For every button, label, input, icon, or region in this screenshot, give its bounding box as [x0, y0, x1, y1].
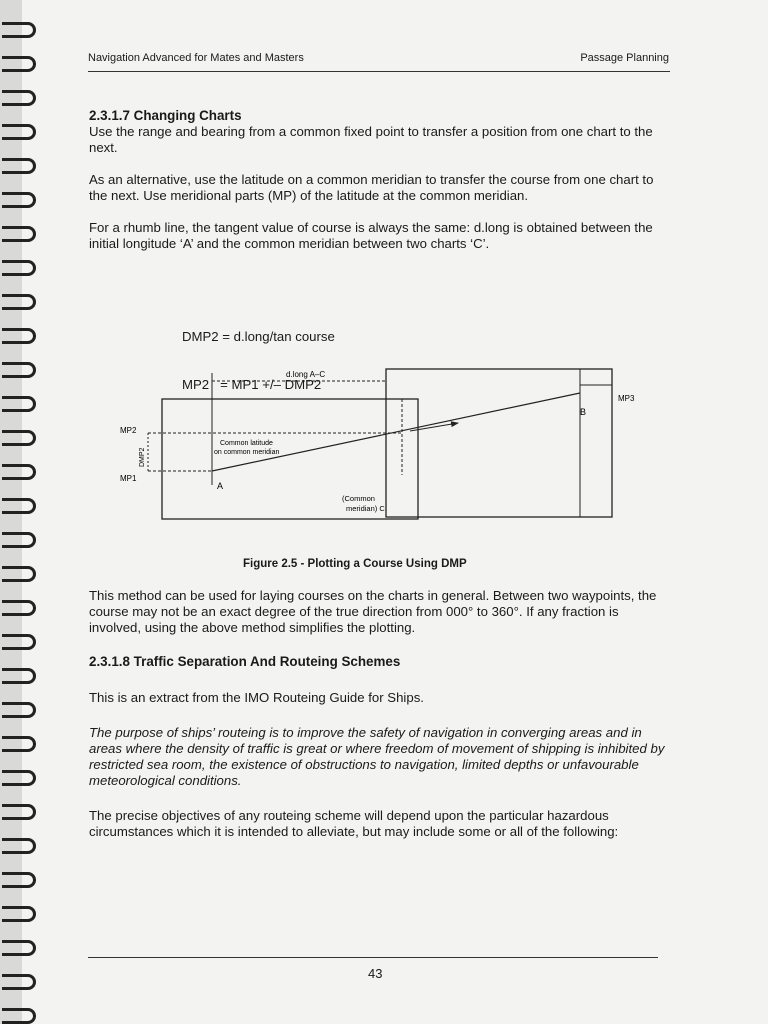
spiral-ring	[2, 192, 36, 208]
footer-rule	[88, 957, 658, 958]
spiral-ring	[2, 906, 36, 922]
spiral-ring	[2, 532, 36, 548]
dmp-diagram	[110, 365, 670, 525]
spiral-ring	[2, 90, 36, 106]
formula-dmp2: DMP2 = d.long/tan course	[182, 329, 335, 344]
figure-caption: Figure 2.5 - Plotting a Course Using DMP	[243, 558, 467, 570]
section-changing-charts	[89, 108, 673, 252]
spiral-ring	[2, 226, 36, 242]
spiral-ring	[2, 22, 36, 38]
spiral-ring	[2, 634, 36, 650]
spiral-ring	[2, 804, 36, 820]
paragraph: As an alternative, use the latitude on a common meridian to transfer the course from one chart to the next. Use meridional parts (MP) of the latitude at the common meridian.	[89, 172, 654, 203]
spiral-ring	[2, 328, 36, 344]
spiral-ring	[2, 498, 36, 514]
page-number: 43	[368, 966, 383, 981]
spiral-ring	[2, 872, 36, 888]
label-b: B	[580, 407, 587, 417]
spiral-ring	[2, 566, 36, 582]
spiral-ring	[2, 56, 36, 72]
spiral-ring	[2, 600, 36, 616]
label-a: A	[217, 481, 224, 491]
spiral-ring	[2, 124, 36, 140]
chart-right-box	[386, 369, 612, 517]
spiral-ring	[2, 736, 36, 752]
chart-left-box	[162, 399, 418, 519]
spiral-ring	[2, 1008, 36, 1024]
spiral-ring	[2, 838, 36, 854]
spiral-ring	[2, 158, 36, 174]
spiral-ring	[2, 260, 36, 276]
label-common-meridian-2: meridian) C	[346, 504, 385, 513]
header-rule	[88, 71, 670, 72]
quote-paragraph: The purpose of ships’ routeing is to improve the safety of navigation in converging areas and in areas where the density of traffic is great or where freedom of movement of shipping is inhibited by restricted sea room, the existence of obstructions to navigation, limited depths or unfavourable meteorological conditions.	[89, 725, 665, 788]
course-line	[212, 393, 580, 471]
spiral-ring	[2, 464, 36, 480]
label-common-meridian-1: (Common	[342, 494, 375, 503]
header-right: Passage Planning	[580, 52, 669, 64]
header-left: Navigation Advanced for Mates and Masters	[88, 52, 304, 64]
formula-mp2: MP2 = MP1 +/– DMP2	[182, 377, 322, 392]
label-dmp2: DMP2	[139, 447, 146, 467]
paragraph: This is an extract from the IMO Routeing Guide for Ships.	[89, 690, 424, 705]
spiral-binding	[0, 0, 40, 1024]
label-common-lat-2: on common meridian	[214, 449, 280, 456]
label-mp3: MP3	[618, 394, 635, 403]
spiral-ring	[2, 974, 36, 990]
spiral-ring	[2, 940, 36, 956]
section-heading: 2.3.1.8 Traffic Separation And Routeing Schemes	[89, 654, 401, 669]
section-heading: 2.3.1.7 Changing Charts	[89, 108, 242, 123]
spiral-ring	[2, 668, 36, 684]
spiral-ring	[2, 294, 36, 310]
label-common-lat-1: Common latitude	[220, 440, 273, 447]
label-mp1: MP1	[120, 474, 137, 483]
paragraph: This method can be used for laying courses on the charts in general. Between two waypoints, the course may not be an exact degree of the true direction from 000° to 360°. If any fraction is involved, using the above method simplifies the plotting.	[89, 588, 657, 635]
paragraph: For a rhumb line, the tangent value of course is always the same: d.long is obtained between the initial longitude ‘A’ and the common meridian between two charts ‘C’.	[89, 220, 653, 251]
spiral-ring	[2, 396, 36, 412]
spiral-ring	[2, 430, 36, 446]
paragraph: Use the range and bearing from a common fixed point to transfer a position from one chart to the next.	[89, 124, 653, 155]
spiral-ring	[2, 362, 36, 378]
page-header	[88, 52, 669, 64]
label-dlong: d.long A–C	[286, 370, 326, 379]
paragraph: The precise objectives of any routeing scheme will depend upon the particular hazardous circumstances which it is intended to alleviate, but may include some or all of the following:	[89, 808, 619, 839]
figure-dmp-diagram	[110, 365, 670, 525]
spiral-ring	[2, 770, 36, 786]
section-traffic-separation	[89, 654, 673, 670]
label-mp2: MP2	[120, 426, 137, 435]
spiral-ring	[2, 702, 36, 718]
